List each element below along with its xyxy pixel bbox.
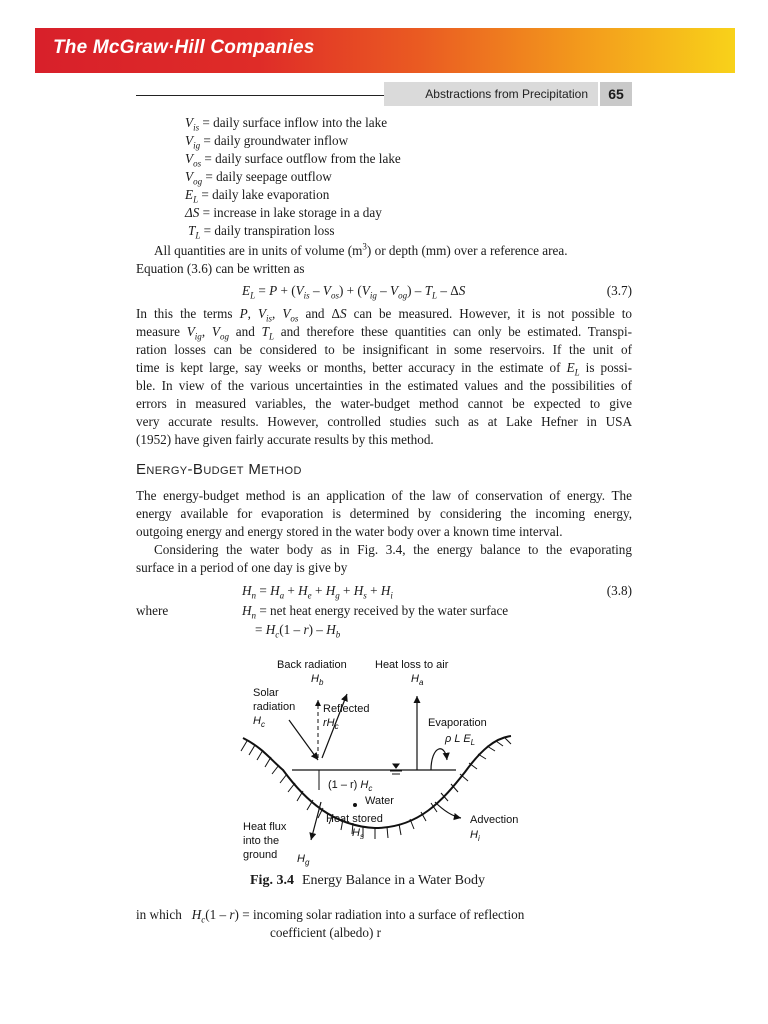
- rho-l-el-symbol: ρ L $E_L$: [445, 733, 476, 747]
- water-dot: [353, 803, 357, 807]
- publisher-logo: The McGraw·Hill Companies: [53, 37, 315, 58]
- terms-paragraph: In this the terms P, $V_{is}$, $V_{os}$ and ΔS can be measured. However, it is not possible to measure $V_{ig}$, $V_{og}$ and $T_L$ and therefore these quantities can only be estimated. Transpi- ration losses can be considered to be insignificant in some reservoirs. If the unit of time is kept large, say weeks or months, better accuracy in the estimate of $E_L$ is possi- ble. In view of the various uncertainties in the estimated values and the possibilities of errors in measured variables, the water-budget method cannot be expected to give very accurate results. However, controlled studies such as at Lake Hefner in USA (1952) have given fairly accurate results by this method.: [136, 306, 633, 447]
- ground-flux-arrow: [311, 802, 321, 840]
- heat-stored-label: Heat stored: [326, 813, 383, 825]
- equation-3-8-expansion: [136, 621, 632, 639]
- footnote-line-2: coefficient (albedo) r: [270, 925, 382, 940]
- figure-caption: [250, 873, 485, 889]
- ha-symbol: $H_a$: [411, 673, 424, 687]
- running-head-rule: [136, 95, 384, 96]
- definition-item: $V_{os}$ = daily surface outflow from the lake: [185, 151, 401, 169]
- hc-symbol: $H_c$: [253, 715, 265, 729]
- hb-symbol: $H_b$: [311, 673, 324, 687]
- rhc-symbol: $rH_c$: [323, 717, 339, 731]
- radiation-label: radiation: [253, 701, 296, 713]
- definition-item: $T_L$ = daily transpiration loss: [188, 223, 335, 241]
- figure-intro-paragraph: Considering the water body as in Fig. 3.4, the energy balance to the evaporating surface in a period of one day is give by: [136, 542, 632, 575]
- definition-item: $V_{ig}$ = daily groundwater inflow: [185, 133, 349, 151]
- definition-item: $E_L$ = daily lake evaporation: [185, 187, 330, 205]
- equation-body: $H_n = H_a + H_e + H_g + H_s + H_i$: [242, 583, 393, 601]
- definition-text: $H_n$ = net heat energy received by the water surface: [242, 603, 509, 621]
- page-number: 65: [598, 82, 632, 106]
- running-head-title: Abstractions from Precipitation: [425, 87, 588, 101]
- hs-symbol: $H_s$: [352, 827, 364, 841]
- one-minus-r-hc-symbol: (1 – r) $H_c$: [328, 779, 373, 793]
- heat-loss-label: Heat loss to air: [375, 659, 449, 671]
- equation-body: $E_L = P + (V_{is} - V_{os}) + (V_{ig} - V_{og}) - T_L - \Delta S$: [242, 283, 466, 301]
- advection-arrow: [435, 802, 461, 818]
- back-radiation-label: Back radiation: [277, 659, 347, 671]
- publisher-banner: [35, 28, 735, 73]
- footnote-line: in which $H_c(1 - r)$ = incoming solar radiation into a surface of reflection: [136, 907, 525, 925]
- figure-title: Energy Balance in a Water Body: [301, 873, 485, 888]
- definition-item: $V_{og}$ = daily seepage outflow: [185, 169, 332, 187]
- definition-list: [185, 114, 401, 240]
- reflected-label: Reflected: [323, 703, 370, 715]
- evaporation-label: Evaporation: [428, 717, 487, 729]
- energy-paragraph: The energy-budget method is an application of the law of conservation of energy. The energy available for evaporation is determined by considering the incoming energy, outgoing energy and energy stored in the water body over a known time interval.: [136, 488, 632, 539]
- heat-flux-label: Heat flux: [243, 821, 287, 833]
- equation-3-7: [136, 282, 632, 300]
- ground-label: ground: [243, 849, 278, 861]
- expansion-text: = $H_c(1 - r) - H_b$: [255, 622, 341, 640]
- energy-balance-figure: [235, 650, 525, 875]
- equation-3-8-definition: [136, 602, 632, 620]
- definition-item: $V_{is}$ = daily surface inflow into the lake: [185, 115, 388, 133]
- definition-item: ΔS = increase in lake storage in a day: [185, 205, 382, 220]
- advection-label: Advection: [470, 814, 519, 826]
- equation-number: (3.7): [606, 283, 632, 298]
- hg-symbol: $H_g$: [297, 853, 310, 867]
- running-head: [384, 82, 632, 106]
- solar-label: Solar: [253, 687, 279, 699]
- into-the-label: into the: [243, 835, 280, 847]
- water-level-icon: [390, 764, 402, 774]
- evaporation-arrow: [431, 749, 447, 770]
- section-heading: Energy-Budget Method: [136, 461, 302, 478]
- hi-symbol: $H_i$: [470, 829, 480, 843]
- equation-3-8: [136, 582, 632, 600]
- equation-number: (3.8): [606, 583, 632, 598]
- water-label: Water: [365, 795, 394, 807]
- units-paragraph: All quantities are in units of volume $(m^3)$ or depth (mm) over a reference area. Equation (3.6) can be written as: [136, 241, 568, 276]
- figure-number: Fig. 3.4: [250, 873, 294, 888]
- where-label: where: [136, 603, 169, 618]
- solar-radiation-arrow: [289, 720, 318, 760]
